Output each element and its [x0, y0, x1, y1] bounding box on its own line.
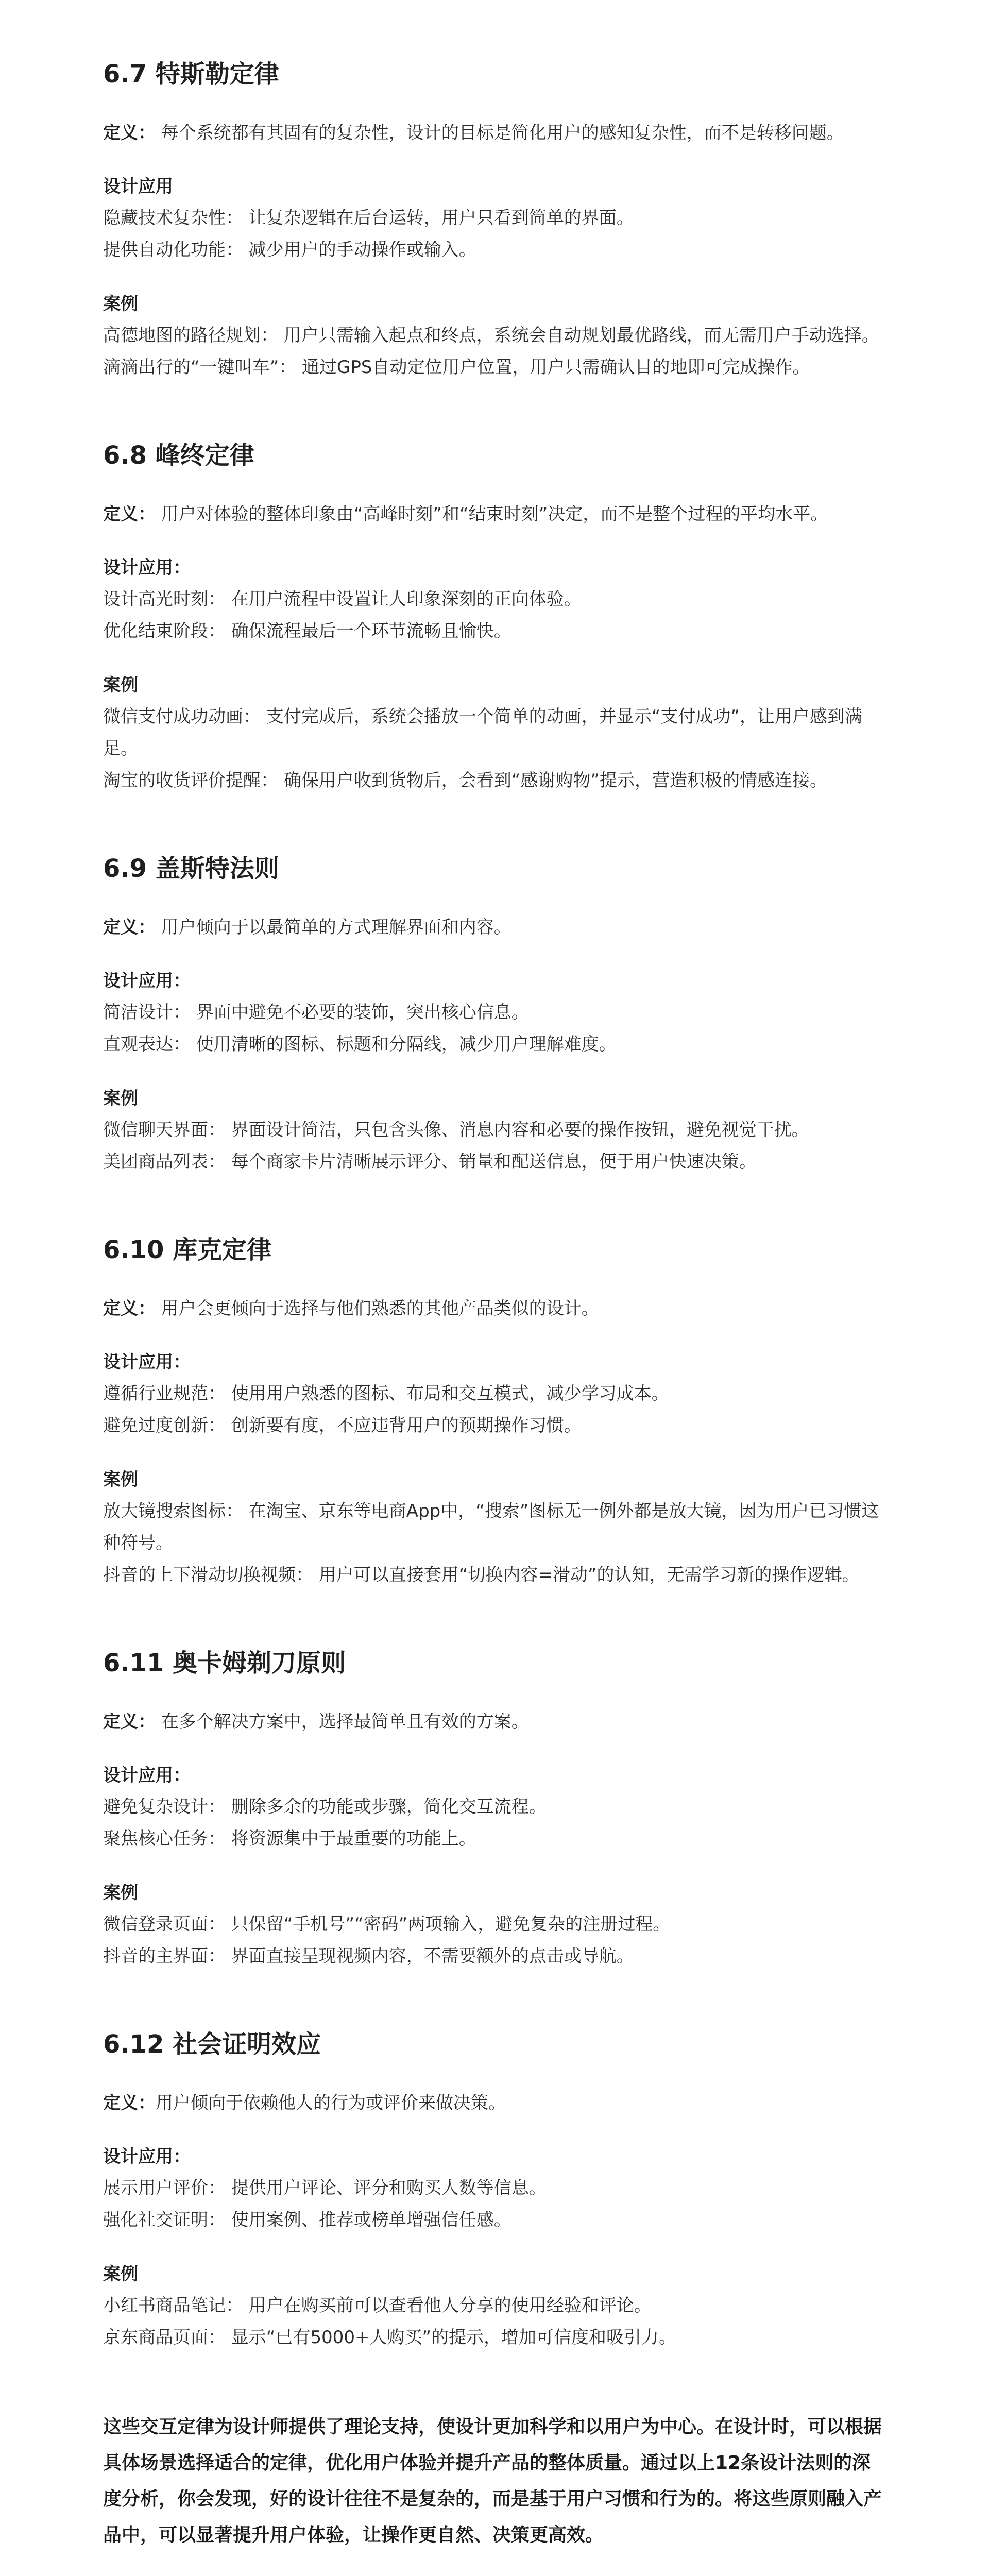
design-application-item: 设计高光时刻： 在用户流程中设置让人印象深刻的正向体验。: [103, 589, 582, 609]
design-application-label: 设计应用: [103, 176, 173, 197]
section-tesler-law: [103, 58, 886, 383]
design-application-label: 设计应用：: [103, 1352, 191, 1372]
definition-label: 定义：: [103, 504, 156, 524]
section-peak-end-rule: [103, 439, 886, 796]
case-item: 抖音的上下滑动切换视频： 用户可以直接套用“切换内容=滑动”的认知，无需学习新的操作逻辑。: [103, 1565, 860, 1585]
definition-label: 定义：: [103, 1711, 156, 1732]
case-label: 案例: [103, 2264, 138, 2284]
case-group: [103, 289, 886, 383]
design-application-item: 隐藏技术复杂性： 让复杂逻辑在后台运转，用户只看到简单的界面。: [103, 208, 634, 228]
design-application-item: 聚焦核心任务： 将资源集中于最重要的功能上。: [103, 1828, 476, 1849]
definition-text: 用户倾向于依赖他人的行为或评价来做决策。: [156, 2093, 506, 2113]
section-occam-razor: [103, 1647, 886, 1972]
definition-label: 定义：: [103, 1298, 156, 1319]
design-application-group: [103, 171, 886, 266]
definition-text: 每个系统都有其固有的复杂性，设计的目标是简化用户的感知复杂性，而不是转移问题。: [156, 123, 844, 143]
design-application-item: 简洁设计： 界面中避免不必要的装饰，突出核心信息。: [103, 1002, 529, 1023]
design-application-group: [103, 552, 886, 647]
definition-paragraph: [103, 117, 886, 148]
design-application-item: 强化社交证明： 使用案例、推荐或榜单增强信任感。: [103, 2210, 511, 2230]
definition-text: 在多个解决方案中，选择最简单且有效的方案。: [156, 1711, 529, 1732]
design-application-item: 提供自动化功能： 减少用户的手动操作或输入。: [103, 240, 476, 260]
section-gestalt-law: [103, 852, 886, 1178]
case-label: 案例: [103, 1883, 138, 1903]
case-group: [103, 1464, 886, 1591]
case-group: [103, 1083, 886, 1178]
section-title: 6.7 特斯勒定律: [103, 60, 279, 89]
design-application-group: [103, 2141, 886, 2236]
case-item: 滴滴出行的“一键叫车”： 通过GPS自动定位用户位置，用户只需确认目的地即可完成操作。: [103, 357, 810, 378]
section-title: 6.12 社会证明效应: [103, 2030, 321, 2059]
case-item: 小红书商品笔记： 用户在购买前可以查看他人分享的使用经验和评论。: [103, 2295, 652, 2316]
design-application-item: 遵循行业规范： 使用用户熟悉的图标、布局和交互模式，减少学习成本。: [103, 1383, 669, 1404]
definition-text: 用户对体验的整体印象由“高峰时刻”和“结束时刻”决定，而不是整个过程的平均水平。: [156, 504, 828, 524]
definition-paragraph: [103, 2088, 886, 2119]
design-application-item: 展示用户评价： 提供用户评论、评分和购买人数等信息。: [103, 2178, 547, 2198]
case-group: [103, 670, 886, 796]
design-application-group: [103, 1347, 886, 1442]
case-item: 微信支付成功动画： 支付完成后，系统会播放一个简单的动画，并显示“支付成功”，让用户感到满足。: [103, 706, 863, 759]
case-item: 京东商品页面： 显示“已有5000+人购买”的提示，增加可信度和吸引力。: [103, 2327, 677, 2348]
definition-paragraph: [103, 1293, 886, 1324]
case-item: 放大镜搜索图标： 在淘宝、京东等电商App中，“搜索”图标无一例外都是放大镜，因为用户已习惯这种符号。: [103, 1501, 879, 1553]
design-application-group: [103, 965, 886, 1060]
case-item: 抖音的主界面： 界面直接呈现视频内容，不需要额外的点击或导航。: [103, 1946, 634, 1967]
case-item: 淘宝的收货评价提醒： 确保用户收到货物后，会看到“感谢购物”提示，营造积极的情感连接。: [103, 770, 828, 791]
definition-paragraph: [103, 499, 886, 530]
definition-text: 用户倾向于以最简单的方式理解界面和内容。: [156, 917, 511, 938]
case-group: [103, 2259, 886, 2353]
case-group: [103, 1877, 886, 1972]
case-label: 案例: [103, 1469, 138, 1490]
definition-label: 定义：: [103, 2093, 156, 2113]
design-application-group: [103, 1760, 886, 1855]
design-application-item: 优化结束阶段： 确保流程最后一个环节流畅且愉快。: [103, 621, 511, 641]
case-label: 案例: [103, 675, 138, 696]
design-application-label: 设计应用：: [103, 971, 191, 991]
definition-text: 用户会更倾向于选择与他们熟悉的其他产品类似的设计。: [156, 1298, 599, 1319]
section-social-proof: [103, 2028, 886, 2353]
case-item: 微信聊天界面： 界面设计简洁，只包含头像、消息内容和必要的操作按钮，避免视觉干扰。: [103, 1120, 809, 1140]
design-application-item: 避免过度创新： 创新要有度，不应违背用户的预期操作习惯。: [103, 1415, 582, 1436]
design-application-label: 设计应用：: [103, 557, 191, 578]
section-title: 6.11 奥卡姆剃刀原则: [103, 1649, 346, 1677]
section-title: 6.9 盖斯特法则: [103, 854, 279, 883]
definition-label: 定义：: [103, 917, 156, 938]
section-title: 6.8 峰终定律: [103, 441, 254, 470]
design-application-item: 直观表达： 使用清晰的图标、标题和分隔线，减少用户理解难度。: [103, 1034, 617, 1055]
case-label: 案例: [103, 1088, 138, 1109]
case-item: 美团商品列表： 每个商家卡片清晰展示评分、销量和配送信息，便于用户快速决策。: [103, 1151, 757, 1172]
case-item: 微信登录页面： 只保留“手机号”“密码”两项输入，避免复杂的注册过程。: [103, 1914, 671, 1935]
conclusion-paragraph: 这些交互定律为设计师提供了理论支持，使设计更加科学和以用户为中心。在设计时，可以根据具体场景选择适合的定律，优化用户体验并提升产品的整体质量。通过以上12条设计法则的深度分析，你会发现，好的设计往往不是复杂的，而是基于用户习惯和行为的。将这些原则融入产品中，可以显著提升用户体验，让操作更自然、决策更高效。: [103, 2416, 882, 2546]
definition-paragraph: [103, 1706, 886, 1737]
case-item: 高德地图的路径规划： 用户只需输入起点和终点，系统会自动规划最优路线，而无需用户手动选择。: [103, 325, 879, 346]
definition-label: 定义：: [103, 123, 156, 143]
definition-paragraph: [103, 912, 886, 943]
design-application-label: 设计应用：: [103, 2146, 191, 2167]
section-title: 6.10 库克定律: [103, 1235, 272, 1264]
case-label: 案例: [103, 294, 138, 314]
design-application-label: 设计应用：: [103, 1765, 191, 1786]
design-application-item: 避免复杂设计： 删除多余的功能或步骤，简化交互流程。: [103, 1797, 547, 1817]
section-cook-law: [103, 1233, 886, 1591]
